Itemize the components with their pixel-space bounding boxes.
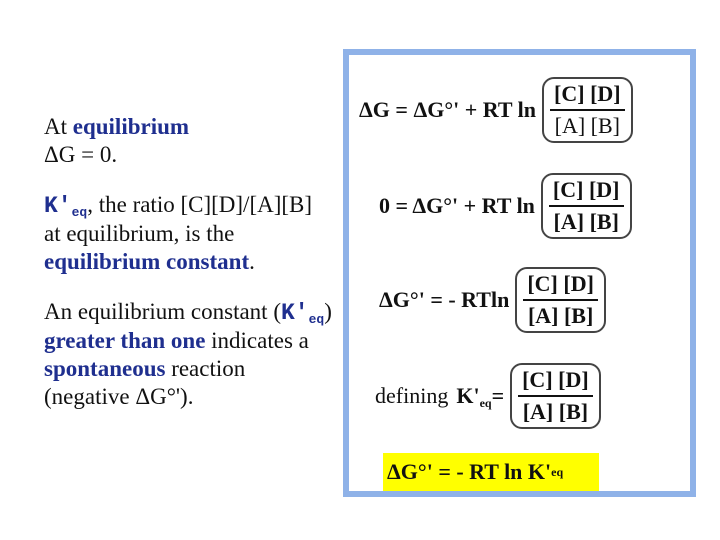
term-greater-than-one: greater than one [44, 328, 206, 353]
term-equilibrium-constant: equilibrium constant [44, 249, 250, 274]
equation-defining-keq: defining K'eq = $\frac{[C] [D]}{[A] [B]}$ [375, 363, 601, 429]
paragraph-spontaneous: An equilibrium constant $(K'_{eq})$ greater than one indicates a spontaneous reaction (negative ΔG°'). [44, 299, 332, 409]
text: , the ratio [C][D]/[A][B] at equilibrium, is the [44, 192, 313, 246]
equation-equilibrium-zero: 0 = ΔG°' + RT ln $\frac{[C] [D]}{[A] [B]}$ [379, 173, 632, 239]
delta-g-zero: ΔG = 0. [44, 142, 118, 167]
paragraph-equilibrium [44, 113, 334, 169]
equation-delta-g: ΔG = ΔG°' + RT ln $\frac{[C] [D]}{[A] [B]}$ [359, 77, 633, 143]
text: At [44, 114, 73, 139]
text: An equilibrium constant ( [44, 299, 281, 324]
equations-panel [343, 49, 696, 497]
equation-delta-g-keq: ΔG°' = - RT ln K' eq [387, 459, 564, 484]
concentration-ratio: $\frac{[C] [D]}{[A] [B]}$ [510, 363, 601, 429]
explanation-text [44, 113, 334, 433]
term-equilibrium: equilibrium [72, 114, 190, 139]
keq-symbol: K'eq [456, 383, 492, 410]
keq-symbol: $K'_{eq}$ [44, 193, 88, 220]
concentration-ratio: $\frac{[C] [D]}{[A] [B]}$ [541, 173, 632, 239]
keq-symbol: $K'_{eq}$ [281, 300, 325, 327]
equation-standard-delta-g: ΔG°' = - RTln $\frac{[C] [D]}{[A] [B]}$ [379, 267, 606, 333]
concentration-ratio: $\frac{[C] [D]}{[A] [B]}$ [542, 77, 633, 143]
paragraph-keq: $K'_{eq}$, the ratio [C][D]/[A][B] at equilibrium, is the equilibrium constant. [44, 192, 313, 274]
concentration-ratio: $\frac{[C] [D]}{[A] [B]}$ [515, 267, 606, 333]
term-spontaneous: spontaneous [44, 356, 166, 381]
